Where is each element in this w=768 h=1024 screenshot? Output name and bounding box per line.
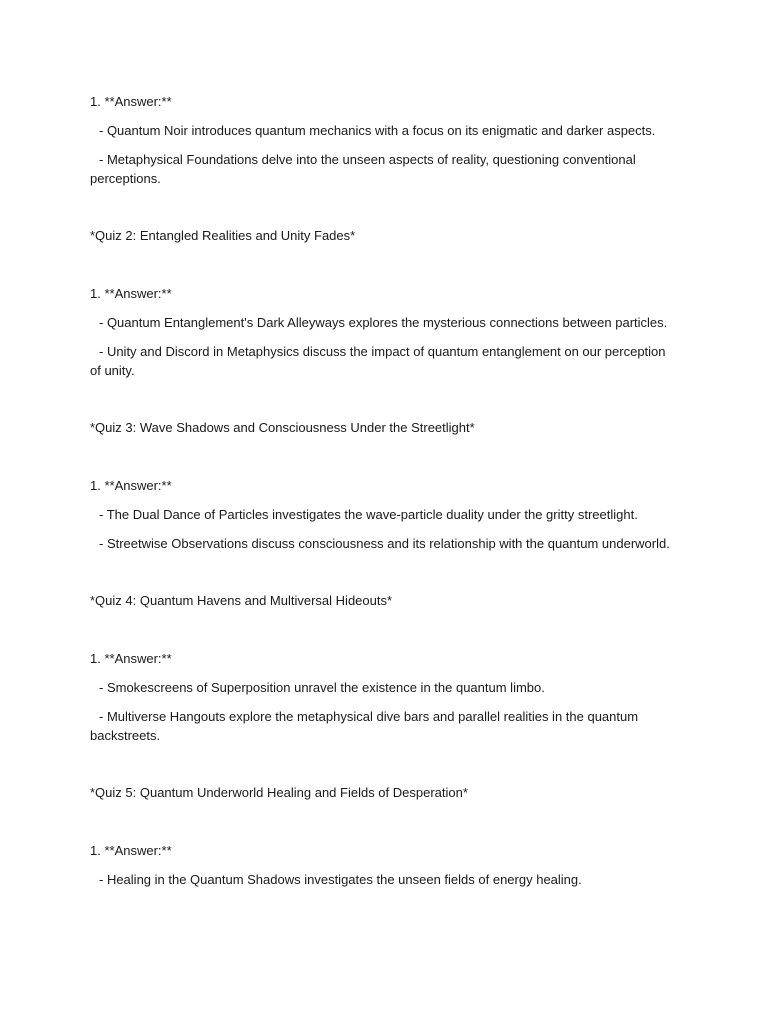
answer-label: 1. **Answer:** xyxy=(90,478,172,493)
answer-label: 1. **Answer:** xyxy=(90,843,172,858)
quiz-5-section xyxy=(90,783,678,889)
quiz-4-section xyxy=(90,591,678,745)
answer-bullet: - Quantum Noir introduces quantum mechanics with a focus on its enigmatic and darker aspects. xyxy=(99,123,656,138)
quiz-title: *Quiz 2: Entangled Realities and Unity Fades* xyxy=(90,228,356,243)
quiz-1-section xyxy=(90,92,678,188)
quiz-title: *Quiz 3: Wave Shadows and Consciousness Under the Streetlight* xyxy=(90,420,475,435)
quiz-3-section xyxy=(90,418,678,553)
answer-label: 1. **Answer:** xyxy=(90,94,172,109)
quiz-title: *Quiz 4: Quantum Havens and Multiversal Hideouts* xyxy=(90,593,393,608)
quiz-title: *Quiz 5: Quantum Underworld Healing and Fields of Desperation* xyxy=(90,785,468,800)
answer-bullet: - Unity and Discord in Metaphysics discuss the impact of quantum entanglement on our perception of unity. xyxy=(90,344,666,378)
answer-bullet: - Healing in the Quantum Shadows investigates the unseen fields of energy healing. xyxy=(99,872,582,887)
quiz-2-section xyxy=(90,226,678,380)
answer-bullet: - Quantum Entanglement's Dark Alleyways explores the mysterious connections between particles. xyxy=(99,315,668,330)
answer-bullet: - Smokescreens of Superposition unravel the existence in the quantum limbo. xyxy=(99,680,545,695)
answer-bullet: - Multiverse Hangouts explore the metaphysical dive bars and parallel realities in the quantum backstreets. xyxy=(90,709,639,743)
answer-label: 1. **Answer:** xyxy=(90,286,172,301)
answer-bullet: - The Dual Dance of Particles investigates the wave-particle duality under the gritty streetlight. xyxy=(99,507,638,522)
answer-bullet: - Streetwise Observations discuss consciousness and its relationship with the quantum underworld. xyxy=(99,536,670,551)
answer-bullet: - Metaphysical Foundations delve into the unseen aspects of reality, questioning conventional perceptions. xyxy=(90,152,636,186)
answer-label: 1. **Answer:** xyxy=(90,651,172,666)
